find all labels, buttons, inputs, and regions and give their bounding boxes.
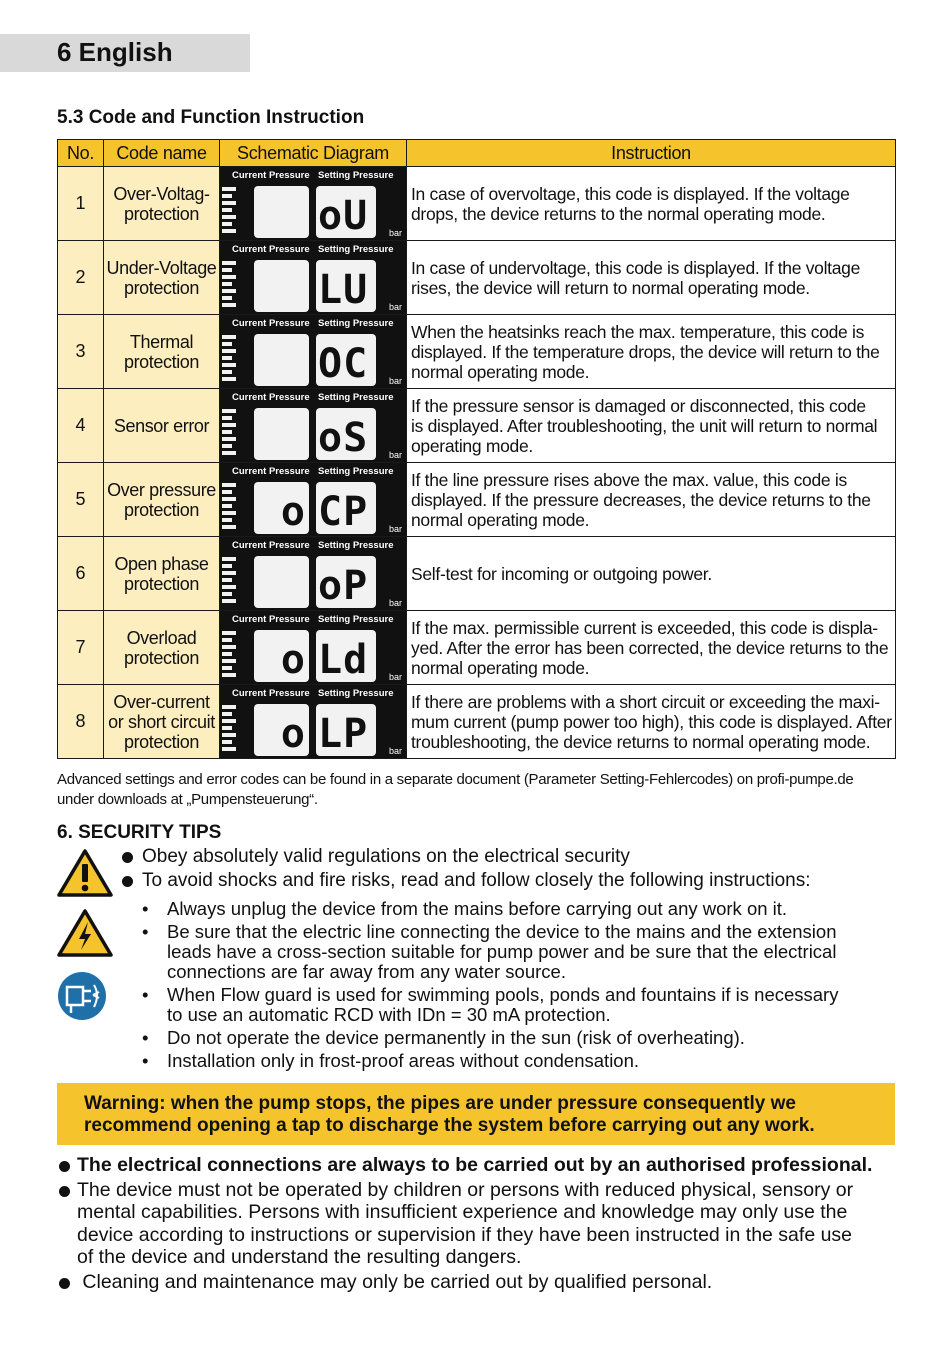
note-line: under downloads at „Pumpensteuerung“. bbox=[57, 791, 318, 808]
code-name-line: Overload bbox=[126, 627, 197, 648]
code-name-cell bbox=[104, 537, 220, 611]
setting-pressure-label: Setting Pressure bbox=[318, 244, 394, 255]
list-item bbox=[140, 985, 900, 1025]
instruction-line: operating mode. bbox=[411, 435, 533, 456]
pressure-scale-icon bbox=[222, 187, 236, 237]
bar-unit-label: bar bbox=[388, 376, 402, 386]
instruction-line: is displayed. After troubleshooting, the unit will return to normal bbox=[411, 415, 878, 436]
instruction-line: If the line pressure rises above the max. value, this code is bbox=[411, 469, 847, 490]
lcd-schematic bbox=[220, 537, 407, 611]
note-line: Advanced settings and error codes can be found in a separate document (Parameter Setting-Fehlercodes) on profi-pumpe.de bbox=[57, 771, 854, 788]
header-code-name: Code name bbox=[104, 140, 220, 167]
section-title: 5.3 Code and Function Instruction bbox=[57, 107, 365, 128]
row-number: 2 bbox=[58, 241, 104, 315]
pressure-scale-icon bbox=[222, 705, 236, 755]
bar-unit-label: bar bbox=[388, 598, 402, 608]
list-item-line: leads have a cross-section suitable for pump power and be sure that the electrical bbox=[167, 941, 837, 962]
security-tips-title: 6. SECURITY TIPS bbox=[57, 822, 222, 843]
list-item bbox=[140, 922, 900, 982]
table-header-row bbox=[58, 140, 896, 167]
row-number: 1 bbox=[58, 167, 104, 241]
table-row bbox=[58, 685, 896, 759]
pressure-scale-icon bbox=[222, 335, 236, 385]
header-no: No. bbox=[58, 140, 104, 167]
setting-pressure-screen bbox=[316, 408, 376, 460]
instruction-cell bbox=[407, 611, 896, 685]
code-name-line: protection bbox=[123, 351, 200, 372]
lcd-schematic bbox=[220, 685, 407, 759]
code-name-line: or short circuit bbox=[108, 711, 215, 732]
error-code-display: OC bbox=[318, 341, 369, 387]
list-item: Cleaning and maintenance may only be carried out by qualified personal. bbox=[57, 1271, 902, 1294]
row-number: 8 bbox=[58, 685, 104, 759]
setting-pressure-label: Setting Pressure bbox=[318, 614, 394, 625]
lcd-schematic bbox=[220, 315, 407, 389]
current-pressure-label: Current Pressure bbox=[232, 392, 310, 403]
current-pressure-screen bbox=[254, 186, 309, 238]
list-item bbox=[140, 1051, 900, 1071]
table-body bbox=[58, 167, 896, 759]
advanced-settings-note bbox=[57, 770, 853, 810]
electric-hazard-icon bbox=[57, 908, 113, 963]
setting-pressure-label: Setting Pressure bbox=[318, 392, 394, 403]
list-item-line: to use an automatic RCD with IDn = 30 mA protection. bbox=[167, 1004, 611, 1025]
instruction-line: In case of undervoltage, this code is displayed. If the voltage bbox=[411, 257, 861, 278]
bullet-dot-icon bbox=[122, 876, 133, 887]
code-name-cell bbox=[104, 167, 220, 241]
list-item-line: mental capabilities. Persons with insufficient experience and knowledge may only use the bbox=[77, 1201, 848, 1223]
instruction-line: When the heatsinks reach the max. temperature, this code is bbox=[411, 321, 865, 342]
code-name-line: Over-current bbox=[113, 691, 210, 712]
instruction-line: displayed. If the temperature drops, the device will return to the bbox=[411, 341, 880, 362]
bullet-dot-icon bbox=[59, 1186, 70, 1197]
row-number: 5 bbox=[58, 463, 104, 537]
current-pressure-label: Current Pressure bbox=[232, 466, 310, 477]
code-name-line: protection bbox=[123, 573, 200, 594]
list-item-line: Do not operate the device permanently in the sun (risk of overheating). bbox=[167, 1027, 745, 1048]
lcd-schematic bbox=[220, 241, 407, 315]
instruction-cell bbox=[407, 685, 896, 759]
setting-pressure-screen bbox=[316, 260, 376, 312]
pressure-scale-icon bbox=[222, 557, 236, 607]
setting-pressure-screen bbox=[316, 704, 376, 756]
current-pressure-label: Current Pressure bbox=[232, 170, 310, 181]
lcd-schematic bbox=[220, 167, 407, 241]
current-pressure-label: Current Pressure bbox=[232, 540, 310, 551]
bullet-icon: • bbox=[142, 921, 149, 942]
bar-unit-label: bar bbox=[388, 450, 402, 460]
bullet-dot-icon bbox=[59, 1161, 70, 1172]
bullet-dot-icon bbox=[122, 852, 133, 863]
current-pressure-screen bbox=[254, 704, 309, 756]
instruction-cell bbox=[407, 389, 896, 463]
page-header-bar bbox=[0, 34, 250, 72]
current-pressure-screen bbox=[254, 260, 309, 312]
bullet-icon: • bbox=[142, 984, 149, 1005]
current-pressure-label: Current Pressure bbox=[232, 614, 310, 625]
warning-text: Warning: when the pump stops, the pipes are under pressure consequently we recommend opening a tap to discharge the system before carrying out any work. bbox=[84, 1093, 815, 1136]
bullet-icon: • bbox=[142, 1027, 149, 1048]
error-code-display: oP bbox=[318, 563, 369, 609]
code-name-line: Open phase bbox=[114, 553, 209, 574]
setting-pressure-label: Setting Pressure bbox=[318, 466, 394, 477]
current-pressure-screen bbox=[254, 334, 309, 386]
error-code-display: CP bbox=[318, 489, 369, 535]
bar-unit-label: bar bbox=[388, 302, 402, 312]
instruction-line: displayed. If the pressure decreases, the device returns to the bbox=[411, 489, 871, 510]
header-instruction: Instruction bbox=[407, 140, 896, 167]
instruction-line: mum current (pump power too high), this code is displayed. After bbox=[411, 711, 892, 732]
code-name-line: Over-Voltag- bbox=[113, 183, 210, 204]
row-number: 3 bbox=[58, 315, 104, 389]
lcd-schematic bbox=[220, 463, 407, 537]
table-row bbox=[58, 241, 896, 315]
table-row bbox=[58, 167, 896, 241]
setting-pressure-screen bbox=[316, 630, 376, 682]
list-item: To avoid shocks and fire risks, read and follow closely the following instructions: bbox=[122, 869, 902, 893]
table-row bbox=[58, 389, 896, 463]
code-name-line: Sensor error bbox=[113, 415, 210, 436]
instruction-line: normal operating mode. bbox=[411, 509, 590, 530]
code-name-cell bbox=[104, 611, 220, 685]
code-name-line: protection bbox=[123, 499, 200, 520]
current-pressure-screen bbox=[254, 482, 309, 534]
setting-pressure-label: Setting Pressure bbox=[318, 170, 394, 181]
code-name-line: Thermal bbox=[129, 331, 194, 352]
pressure-scale-icon bbox=[222, 261, 236, 311]
list-item: The electrical connections are always to be carried out by an authorised professional. bbox=[57, 1154, 902, 1177]
current-pressure-screen bbox=[254, 556, 309, 608]
bar-unit-label: bar bbox=[388, 746, 402, 756]
list-item-line: connections are far away from any water source. bbox=[167, 961, 566, 982]
row-number: 7 bbox=[58, 611, 104, 685]
header-schematic-diagram: Schematic Diagram bbox=[220, 140, 407, 167]
page-header-title: 6 English bbox=[57, 37, 173, 67]
code-name-line: protection bbox=[123, 731, 200, 752]
setting-pressure-screen bbox=[316, 186, 376, 238]
instruction-line: If there are problems with a short circuit or exceeding the maxi- bbox=[411, 691, 880, 712]
pressure-scale-icon bbox=[222, 483, 236, 533]
warning-box bbox=[57, 1083, 895, 1145]
code-name-cell bbox=[104, 315, 220, 389]
instruction-cell bbox=[407, 167, 896, 241]
bar-unit-label: bar bbox=[388, 228, 402, 238]
instruction-line: normal operating mode. bbox=[411, 361, 590, 382]
security-main-bullets bbox=[122, 845, 902, 893]
pressure-scale-icon bbox=[222, 631, 236, 681]
bottom-bullets bbox=[57, 1154, 902, 1295]
current-pressure-screen bbox=[254, 408, 309, 460]
table-row bbox=[58, 537, 896, 611]
row-number: 6 bbox=[58, 537, 104, 611]
bullet-dot-icon bbox=[59, 1278, 70, 1289]
code-name-cell bbox=[104, 685, 220, 759]
bullet-icon: • bbox=[142, 898, 149, 919]
error-code-display: oS bbox=[318, 415, 369, 461]
code-name-cell bbox=[104, 389, 220, 463]
instruction-line: yed. After the error has been corrected, the device returns to the bbox=[411, 637, 889, 658]
instruction-line: rises, the device will return to normal operating mode. bbox=[411, 277, 810, 298]
row-number: 4 bbox=[58, 389, 104, 463]
code-name-line: protection bbox=[123, 203, 200, 224]
instruction-cell bbox=[407, 241, 896, 315]
current-pressure-code: o bbox=[280, 637, 305, 683]
current-pressure-label: Current Pressure bbox=[232, 318, 310, 329]
list-item-line: device according to instructions or supervision if they have been instructed in the safe use bbox=[77, 1223, 853, 1246]
error-code-display: LU bbox=[318, 267, 369, 313]
bar-unit-label: bar bbox=[388, 672, 402, 682]
setting-pressure-screen bbox=[316, 334, 376, 386]
warning-exclamation-icon bbox=[57, 848, 113, 903]
list-item-line: Always unplug the device from the mains before carrying out any work on it. bbox=[167, 898, 788, 919]
instruction-line: If the max. permissible current is exceeded, this code is displa- bbox=[411, 617, 878, 638]
lcd-schematic bbox=[220, 389, 407, 463]
instruction-line: troubleshooting, the device returns to normal operating mode. bbox=[411, 731, 871, 752]
setting-pressure-label: Setting Pressure bbox=[318, 540, 394, 551]
lcd-schematic bbox=[220, 611, 407, 685]
list-item-line: Be sure that the electric line connecting the device to the mains and the extension bbox=[167, 921, 837, 942]
code-name-line: Under-Voltage bbox=[106, 257, 217, 278]
setting-pressure-label: Setting Pressure bbox=[318, 688, 394, 699]
code-name-line: Over pressure bbox=[107, 479, 216, 500]
error-code-display: LP bbox=[318, 711, 369, 757]
code-name-cell bbox=[104, 241, 220, 315]
instruction-line: If the pressure sensor is damaged or disconnected, this code bbox=[411, 395, 866, 416]
table-row bbox=[58, 611, 896, 685]
current-pressure-label: Current Pressure bbox=[232, 244, 310, 255]
list-item bbox=[57, 1179, 902, 1269]
security-sub-bullets bbox=[140, 899, 900, 1074]
current-pressure-screen bbox=[254, 630, 309, 682]
list-item bbox=[140, 899, 900, 919]
instruction-cell bbox=[407, 463, 896, 537]
setting-pressure-screen bbox=[316, 482, 376, 534]
code-name-cell bbox=[104, 463, 220, 537]
bullet-icon: • bbox=[142, 1050, 149, 1071]
instruction-line: normal operating mode. bbox=[411, 657, 590, 678]
setting-pressure-screen bbox=[316, 556, 376, 608]
code-name-line: protection bbox=[123, 277, 200, 298]
list-item-line: Installation only in frost-proof areas without condensation. bbox=[167, 1050, 640, 1071]
current-pressure-label: Current Pressure bbox=[232, 688, 310, 699]
instruction-line: drops, the device returns to the normal operating mode. bbox=[411, 203, 826, 224]
table-row bbox=[58, 315, 896, 389]
instruction-cell bbox=[407, 315, 896, 389]
list-item-line: When Flow guard is used for swimming pools, ponds and fountains if is necessary bbox=[167, 984, 839, 1005]
code-name-line: protection bbox=[123, 647, 200, 668]
unplug-mandatory-icon bbox=[57, 971, 107, 1026]
setting-pressure-label: Setting Pressure bbox=[318, 318, 394, 329]
instruction-line: Self-test for incoming or outgoing power. bbox=[411, 563, 712, 584]
list-item: Obey absolutely valid regulations on the electrical security bbox=[122, 845, 902, 869]
current-pressure-code: o bbox=[280, 489, 305, 535]
instruction-cell bbox=[407, 537, 896, 611]
list-item-line: The device must not be operated by children or persons with reduced physical, sensory or bbox=[77, 1178, 854, 1201]
error-code-display: Ld bbox=[318, 637, 369, 683]
pressure-scale-icon bbox=[222, 409, 236, 459]
code-function-table bbox=[57, 139, 896, 759]
bar-unit-label: bar bbox=[388, 524, 402, 534]
table-row bbox=[58, 463, 896, 537]
list-item bbox=[140, 1028, 900, 1048]
error-code-display: oU bbox=[318, 193, 369, 239]
current-pressure-code: o bbox=[280, 711, 305, 757]
list-item-line: of the device and understand the resulting dangers. bbox=[77, 1246, 522, 1268]
instruction-line: In case of overvoltage, this code is displayed. If the voltage bbox=[411, 183, 850, 204]
